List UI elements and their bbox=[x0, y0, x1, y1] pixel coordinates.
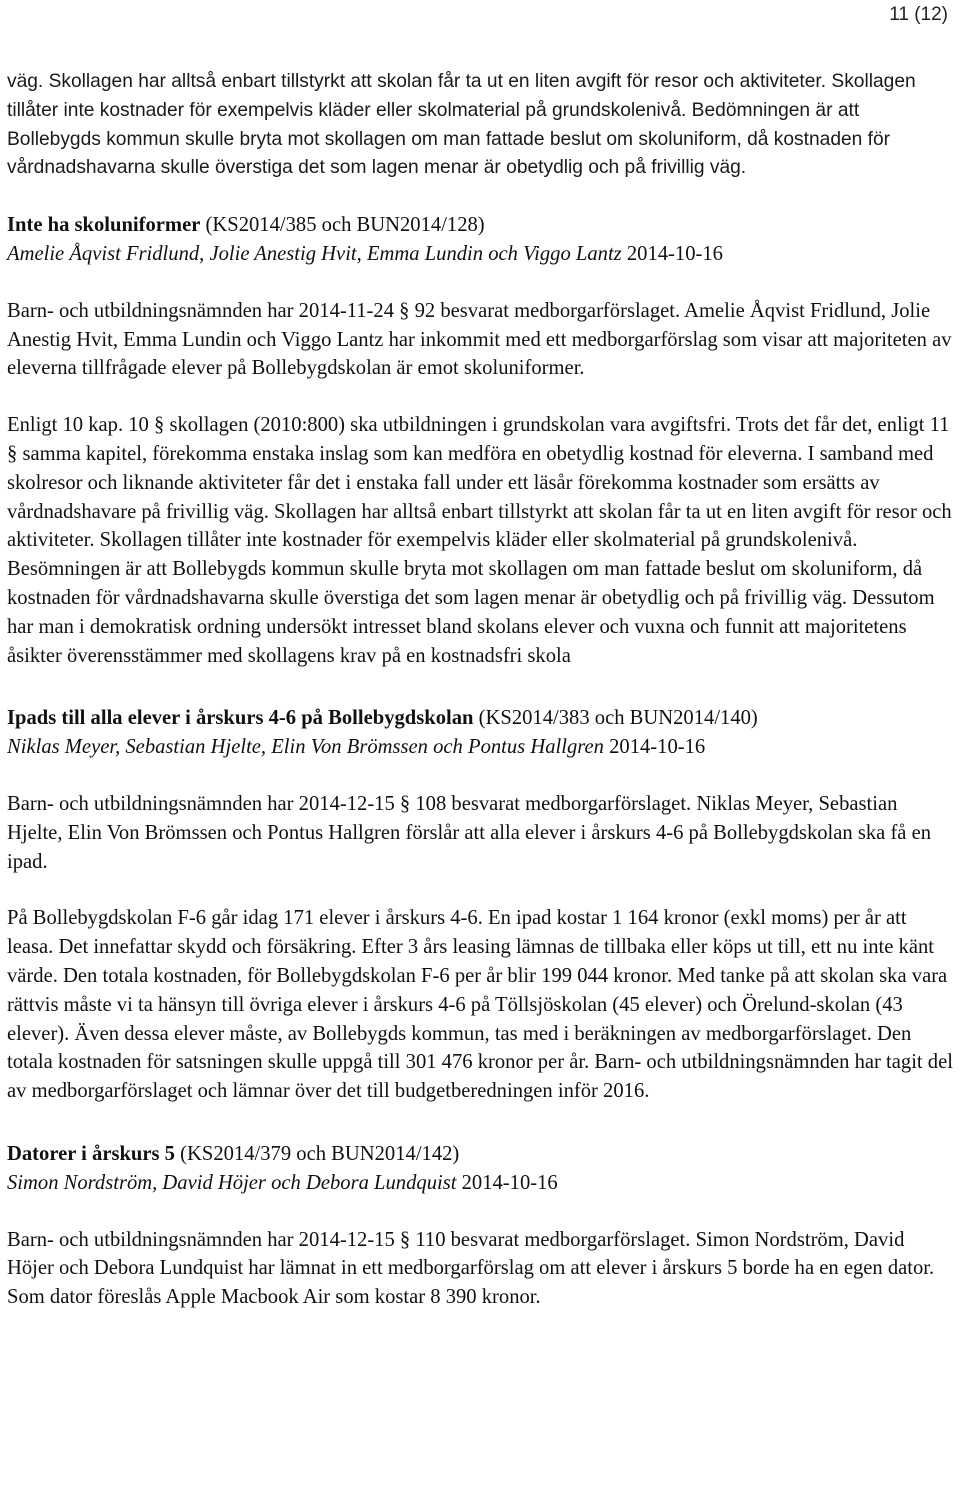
proposal-paragraph: Barn- och utbildningsnämnden har 2014-12-15 § 110 besvarat medborgarförslaget. Simon Nordström, David Höjer och Debora Lundquist har lämnat in ett medborgarförslag om att elever i årskurs 5 borde ha en egen dator. Som dator föreslås Apple Macbook Air som kostar 8 390 kronor. bbox=[7, 1228, 935, 1309]
proposal-skoluniformer bbox=[7, 211, 953, 670]
document-body bbox=[7, 68, 953, 1312]
proposal-byline bbox=[7, 240, 953, 269]
proposal-ipads bbox=[7, 704, 953, 1106]
proposal-reference: (KS2014/379 och BUN2014/142) bbox=[180, 1142, 460, 1165]
proposal-authors: Amelie Åqvist Fridlund, Jolie Anestig Hvit, Emma Lundin och Viggo Lantz bbox=[7, 242, 622, 265]
proposal-reference: (KS2014/385 och BUN2014/128) bbox=[205, 214, 485, 237]
proposal-authors: Niklas Meyer, Sebastian Hjelte, Elin Von Brömssen och Pontus Hallgren bbox=[7, 736, 604, 759]
proposal-paragraph: Barn- och utbildningsnämnden har 2014-11-24 § 92 besvarat medborgarförslaget. Amelie Åqvist Fridlund, Jolie Anestig Hvit, Emma Lundin och Viggo Lantz har inkommit med ett medborgarförslag som visar att majoriteten av eleverna tillfrågade elever på Bollebygdskolan är emot skoluniformer. bbox=[7, 299, 952, 380]
proposal-paragraph: På Bollebygdskolan F-6 går idag 171 elever i årskurs 4-6. En ipad kostar 1 164 kronor (exkl moms) per år att leasa. Det innefattar skydd och försäkring. Efter 3 års leasing lämnas de tillbaka eller köps ut till, ett nu inte känt värde. Den totala kostnaden, för Bollebygdskolan F-6 per år blir 199 044 kronor. Med tanke på att skolan ska vara rättvis måste vi ta hänsyn till övriga elever i årskurs 4-6 på Töllsjöskolan (45 elever) och Örelund-skolan (43 elever). Även dessa elever måste, av Bollebygds kommun, tas med i beräkningen av medborgarförslaget. Den totala kostnaden för satsningen skulle uppgå till 301 476 kronor per år. Barn- och utbildningsnämnden har tagit del av medborgarförslaget och lämnar över det till budgetberedningen inför 2016. bbox=[7, 907, 953, 1103]
page-number: 11 (12) bbox=[889, 4, 948, 25]
proposal-byline bbox=[7, 733, 953, 762]
proposal-heading bbox=[7, 211, 953, 240]
proposal-date: 2014-10-16 bbox=[609, 736, 706, 759]
proposal-title: Ipads till alla elever i årskurs 4-6 på Bollebygdskolan bbox=[7, 707, 474, 730]
proposal-title: Datorer i årskurs 5 bbox=[7, 1142, 175, 1165]
proposal-datorer bbox=[7, 1140, 953, 1312]
proposal-title: Inte ha skoluniformer bbox=[7, 214, 201, 237]
proposal-heading bbox=[7, 704, 953, 733]
proposal-paragraph: Enligt 10 kap. 10 § skollagen (2010:800) ska utbildningen i grundskolan vara avgiftsfri. Trots det får det, enligt 11 § samma kapitel, förekomma enstaka inslag som kan medföra en obetydlig kostnad för eleverna. I samband med skolresor och liknande aktiviteter får det i enstaka fall under ett läsår förekomma kostnader som ersätts av vårdnadshavare på frivillig väg. Skollagen har alltså enbart tillstyrkt att skolan får ta ut en liten avgift för resor och aktiviteter. Skollagen tillåter inte kostnader för exempelvis kläder eller skolmaterial på grundskolenivå. Besömningen är att Bollebygds kommun skulle bryta mot skollagen om man fattade beslut om skoluniform, då kostnaden för vårdnadshavarna skulle överstiga det som lagen menar är obetydlig och på frivillig väg. Dessutom har man i demokratisk ordning undersökt intresset bland skolans elever och vuxna och funnit att majoritetens åsikter överensstämmer med skollagens krav på en kostnadsfri skola bbox=[7, 414, 952, 667]
proposal-heading bbox=[7, 1140, 953, 1169]
proposal-date: 2014-10-16 bbox=[461, 1171, 558, 1194]
proposal-date: 2014-10-16 bbox=[626, 242, 723, 265]
proposal-authors: Simon Nordström, David Höjer och Debora Lundquist bbox=[7, 1171, 457, 1194]
continuation-paragraph: väg. Skollagen har alltså enbart tillstyrkt att skolan får ta ut en liten avgift för resor och aktiviteter. Skollagen tillåter inte kostnader för exempelvis kläder eller skolmaterial på grundskolenivå. Bedömningen är att Bollebygds kommun skulle bryta mot skollagen om man fattade beslut om skoluniform, då kostnaden för vårdnadshavarna skulle överstiga det som lagen menar är obetydlig och på frivillig väg. bbox=[7, 71, 916, 179]
proposal-reference: (KS2014/383 och BUN2014/140) bbox=[478, 707, 758, 730]
proposal-paragraph: Barn- och utbildningsnämnden har 2014-12-15 § 108 besvarat medborgarförslaget. Niklas Meyer, Sebastian Hjelte, Elin Von Brömssen och Pontus Hallgren förslår att alla elever i årskurs 4-6 på Bollebygdskolan ska få en ipad. bbox=[7, 792, 932, 873]
proposal-byline bbox=[7, 1169, 953, 1198]
